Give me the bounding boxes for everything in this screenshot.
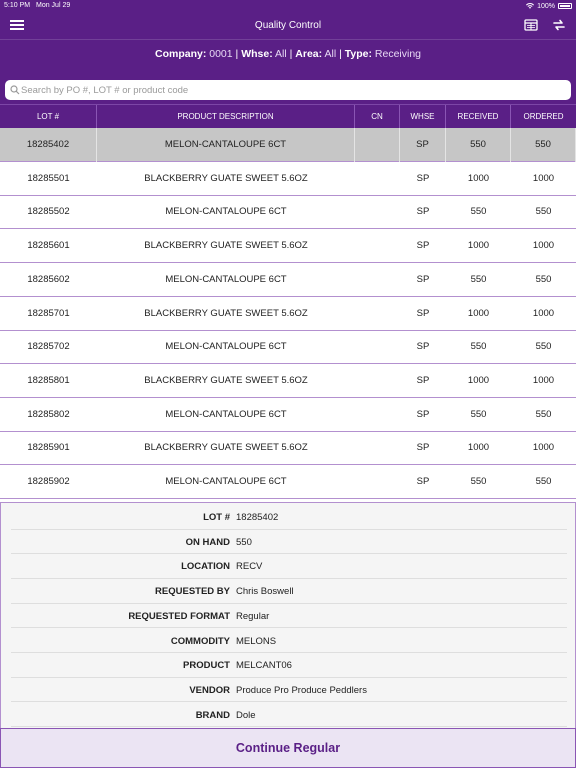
detail-label: PRODUCT: [183, 660, 230, 672]
search-placeholder: Search by PO #, LOT # or product code: [21, 85, 189, 96]
battery-icon: [558, 3, 572, 9]
received-cell: 1000: [467, 172, 490, 184]
detail-value: Regular: [236, 610, 270, 622]
received-cell: 550: [470, 408, 487, 420]
filter-separator: |: [339, 48, 342, 60]
status-bar: [0, 0, 576, 12]
detail-row: [11, 653, 567, 678]
detail-value: MELONS: [236, 635, 277, 647]
area-value: All: [324, 48, 337, 60]
detail-value: MELCANT06: [236, 660, 292, 672]
page-title: Quality Control: [254, 20, 322, 31]
detail-row: [11, 703, 567, 728]
company-label: Company:: [154, 48, 207, 60]
description-cell: BLACKBERRY GUATE SWEET 5.6OZ: [144, 240, 308, 252]
whse-cell: SP: [416, 307, 430, 319]
filter-separator: |: [235, 48, 239, 60]
whse-cell: SP: [416, 206, 430, 218]
description-cell: MELON-CANTALOUPE 6CT: [165, 341, 287, 353]
cn-cell: [355, 364, 400, 398]
table-header: [0, 104, 576, 128]
cn-cell: [355, 128, 400, 162]
description-cell: MELON-CANTALOUPE 6CT: [165, 206, 287, 218]
detail-label: REQUESTED BY: [155, 586, 230, 598]
header: [0, 0, 576, 104]
cn-cell: [355, 162, 400, 196]
detail-row: [11, 604, 567, 629]
column-header-ordered[interactable]: ORDERED: [523, 112, 564, 121]
description-cell: MELON-CANTALOUPE 6CT: [165, 476, 287, 487]
column-header-whse[interactable]: WHSE: [400, 105, 446, 129]
ordered-cell: 550: [535, 206, 552, 218]
column-header-lot[interactable]: LOT #: [0, 105, 97, 129]
battery-percent: 100%: [537, 2, 555, 10]
cn-cell: [355, 297, 400, 331]
lot-table-body: [0, 128, 576, 500]
ordered-cell: 1000: [532, 307, 555, 319]
cn-cell: [355, 398, 400, 432]
cn-cell: [355, 229, 400, 263]
received-cell: 550: [470, 273, 487, 285]
detail-row: [11, 554, 567, 579]
wifi-icon: [526, 2, 534, 10]
table-row[interactable]: [0, 229, 576, 263]
detail-row: [11, 678, 567, 703]
lot-cell: 18285402: [0, 128, 97, 162]
detail-value: Dole: [236, 709, 256, 721]
ordered-cell: 550: [535, 408, 552, 420]
detail-value: 18285402: [236, 512, 279, 523]
detail-label: LOT #: [203, 512, 230, 523]
received-cell: 1000: [467, 374, 490, 386]
whse-value: All: [275, 48, 287, 60]
lot-cell: 18285702: [27, 341, 70, 353]
filter-separator: |: [289, 48, 293, 60]
table-row[interactable]: [0, 398, 576, 432]
detail-value: 550: [236, 536, 252, 548]
description-cell: MELON-CANTALOUPE 6CT: [97, 128, 355, 162]
area-label: Area:: [295, 48, 323, 60]
ordered-cell: 550: [535, 273, 552, 285]
detail-value: RECV: [236, 561, 263, 573]
cn-cell: [355, 431, 400, 465]
lot-details-panel: [0, 502, 576, 728]
type-value: Receiving: [374, 48, 421, 60]
whse-label: Whse:: [241, 48, 273, 60]
description-cell: BLACKBERRY GUATE SWEET 5.6OZ: [144, 172, 308, 184]
column-header-cn[interactable]: CN: [355, 105, 400, 129]
detail-label: BRAND: [195, 709, 230, 721]
received-cell: 550: [470, 341, 487, 353]
detail-row: [11, 579, 567, 604]
received-cell: 550: [470, 476, 487, 487]
detail-row: [11, 530, 567, 555]
lot-cell: 18285601: [27, 240, 70, 252]
search-input[interactable]: [5, 80, 571, 100]
whse-cell: SP: [416, 476, 430, 487]
table-row[interactable]: [0, 465, 576, 499]
received-cell: 550: [470, 206, 487, 218]
whse-cell: SP: [416, 408, 430, 420]
detail-row: [11, 629, 567, 654]
description-cell: MELON-CANTALOUPE 6CT: [165, 408, 287, 420]
ordered-cell: 550: [535, 341, 552, 353]
whse-cell: SP: [416, 240, 430, 252]
ordered-cell: 1000: [532, 374, 555, 386]
column-header-received[interactable]: RECEIVED: [446, 105, 511, 129]
whse-cell: SP: [416, 341, 430, 353]
detail-label: REQUESTED FORMAT: [128, 610, 230, 622]
lot-cell: 18285801: [27, 374, 70, 386]
sync-icon[interactable]: [552, 18, 566, 32]
table-row[interactable]: [0, 364, 576, 398]
detail-label: LOCATION: [181, 561, 230, 573]
calendar-icon[interactable]: [524, 18, 538, 32]
table-row[interactable]: [0, 195, 576, 229]
description-cell: BLACKBERRY GUATE SWEET 5.6OZ: [144, 442, 308, 454]
status-right: [526, 2, 572, 10]
lot-cell: 18285802: [27, 408, 70, 420]
continue-regular-button[interactable]: Continue Regular: [0, 728, 576, 768]
whse-cell: SP: [416, 442, 430, 454]
cn-cell: [355, 330, 400, 364]
filter-summary: [0, 48, 576, 60]
ordered-cell: 550: [535, 476, 552, 487]
detail-label: ON HAND: [185, 536, 230, 548]
lot-cell: 18285901: [27, 442, 70, 454]
status-time: 5:10 PM: [4, 2, 31, 9]
table-row[interactable]: [0, 330, 576, 364]
status-date: Mon Jul 29: [36, 2, 71, 9]
detail-label: VENDOR: [189, 684, 230, 696]
table-row[interactable]: [0, 431, 576, 465]
description-cell: MELON-CANTALOUPE 6CT: [165, 273, 287, 285]
received-cell: 1000: [467, 307, 490, 319]
ordered-cell: 550: [511, 128, 576, 162]
lot-cell: 18285902: [27, 476, 70, 487]
whse-cell: SP: [416, 273, 430, 285]
ordered-cell: 1000: [532, 442, 555, 454]
lot-cell: 18285602: [27, 273, 70, 285]
whse-cell: SP: [416, 374, 430, 386]
lot-cell: 18285502: [27, 206, 70, 218]
nav-bar: [0, 12, 576, 40]
table-row[interactable]: [0, 128, 576, 162]
cn-cell: [355, 465, 400, 499]
column-header-description[interactable]: PRODUCT DESCRIPTION: [97, 105, 355, 129]
table-row[interactable]: [0, 297, 576, 331]
whse-cell: SP: [416, 172, 430, 184]
detail-label: COMMODITY: [170, 635, 230, 647]
table-row[interactable]: [0, 263, 576, 297]
received-cell: 1000: [467, 240, 490, 252]
description-cell: BLACKBERRY GUATE SWEET 5.6OZ: [144, 374, 308, 386]
type-label: Type:: [344, 48, 372, 60]
lot-cell: 18285501: [27, 172, 70, 184]
description-cell: BLACKBERRY GUATE SWEET 5.6OZ: [144, 307, 308, 319]
cn-cell: [355, 195, 400, 229]
table-row[interactable]: [0, 162, 576, 196]
company-value: 0001: [209, 48, 233, 60]
lot-cell: 18285701: [27, 307, 70, 319]
received-cell: 1000: [467, 442, 490, 454]
detail-value: Chris Boswell: [236, 586, 294, 598]
whse-cell: SP: [400, 128, 446, 162]
ordered-cell: 1000: [532, 240, 555, 252]
detail-value: Produce Pro Produce Peddlers: [236, 684, 367, 696]
search-icon: [10, 85, 20, 95]
received-cell: 550: [446, 128, 511, 162]
ordered-cell: 1000: [532, 172, 555, 184]
detail-row: [11, 505, 567, 530]
cn-cell: [355, 263, 400, 297]
